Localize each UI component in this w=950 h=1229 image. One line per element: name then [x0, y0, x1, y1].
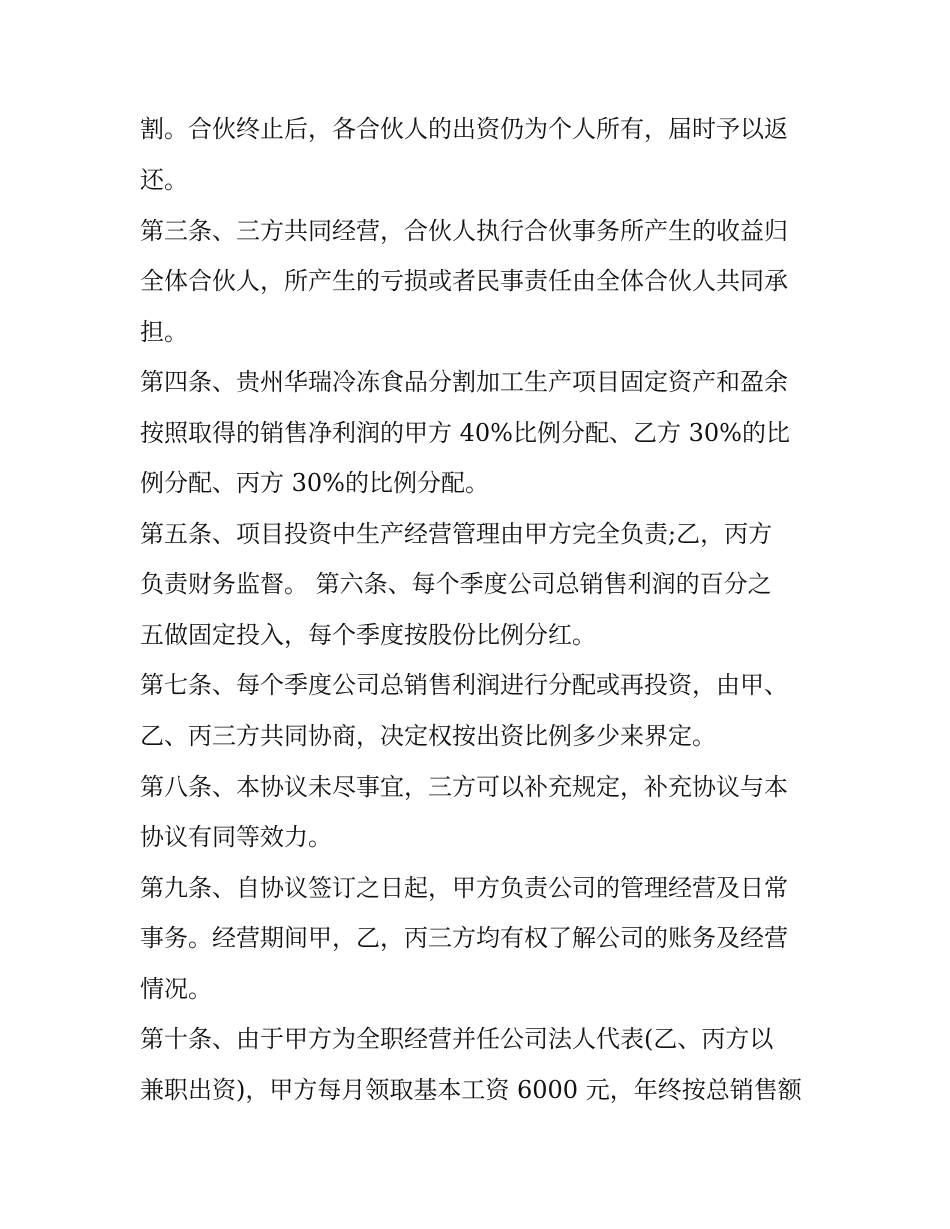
text-line: 第五条、项目投资中生产经营管理由甲方完全负责;乙，丙方 [140, 520, 773, 548]
text-line: 乙、丙三方共同协商，决定权按出资比例多少来界定。 [140, 722, 716, 750]
text-line: 第八条、本协议未尽事宜，三方可以补充规定，补充协议与本 [140, 773, 788, 801]
text-line: 还。 [140, 166, 188, 194]
text-line: 担。 [140, 318, 188, 346]
text-line: 第七条、每个季度公司总销售利润进行分配或再投资，由甲、 [140, 671, 788, 699]
text-line: 第九条、自协议签订之日起，甲方负责公司的管理经营及日常 [140, 874, 788, 902]
text-line: 第三条、三方共同经营，合伙人执行合伙事务所产生的收益归 [140, 217, 788, 245]
text-line: 情况。 [140, 975, 212, 1003]
text-line: 兼职出资)，甲方每月领取基本工资 6000 元，年终按总销售额 [140, 1076, 802, 1104]
text-line: 五做固定投入，每个季度按股份比例分红。 [140, 621, 596, 649]
text-line: 按照取得的销售净利润的甲方 40%比例分配、乙方 30%的比 [140, 419, 790, 447]
text-line: 全体合伙人，所产生的亏损或者民事责任由全体合伙人共同承 [140, 267, 788, 295]
text-line: 协议有同等效力。 [140, 823, 332, 851]
text-line: 事务。经营期间甲，乙，丙三方均有权了解公司的账务及经营 [140, 924, 788, 952]
text-line: 第十条、由于甲方为全职经营并任公司法人代表(乙、丙方以 [140, 1025, 774, 1053]
text-line: 第四条、贵州华瑞冷冻食品分割加工生产项目固定资产和盈余 [140, 368, 788, 396]
text-line: 例分配、丙方 30%的比例分配。 [140, 469, 489, 497]
text-line: 割。合伙终止后，各合伙人的出资仍为个人所有，届时予以返 [140, 115, 788, 143]
text-line: 负责财务监督。 第六条、每个季度公司总销售利润的百分之 [140, 570, 772, 598]
